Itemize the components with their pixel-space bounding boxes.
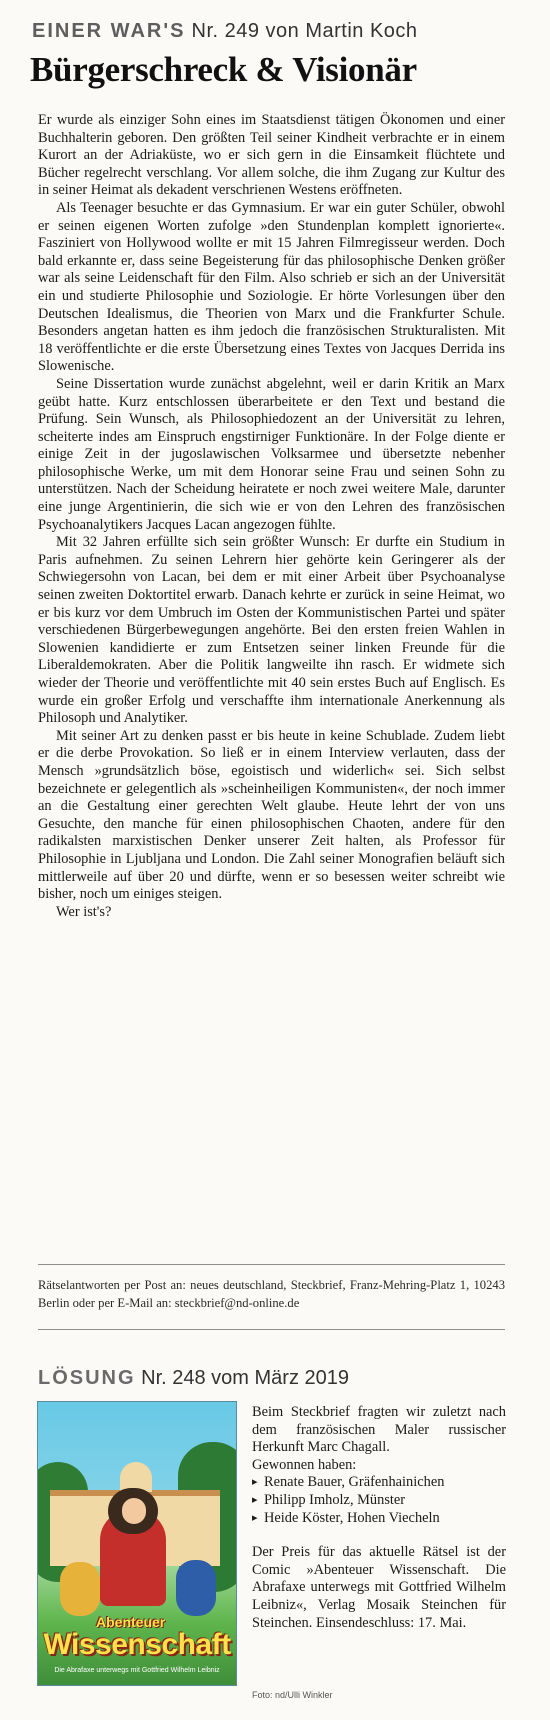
divider [38, 1329, 505, 1330]
paragraph: Er wurde als einziger Sohn eines im Staatsdienst tätigen Ökonomen und einer Buchhalterin geboren. Den größten Teil seiner Kindheit verbrachte er in einem Kurort an der Adriaküste, wo er sich gern in die Einsamkeit flüchtete und Bücher regelrecht verschlang. Vor allem solche, die ihm Zugang zur Kultur des in seiner Heimat als dekadent verschrienen Westens eröffneten. [38, 112, 505, 199]
cover-title-small: Abenteuer [96, 1614, 166, 1630]
bullet-icon: ▸ [252, 1493, 258, 1506]
solution-issue: Nr. 248 vom März 2019 [141, 1367, 349, 1389]
column-kicker [32, 20, 418, 43]
comic-cover-image [38, 1402, 236, 1685]
divider [38, 1264, 505, 1265]
winners-list [252, 1474, 506, 1527]
winner-name: Heide Köster, Hohen Viecheln [264, 1509, 440, 1526]
bullet-icon: ▸ [252, 1476, 258, 1489]
kicker-issue: Nr. 249 von Martin Koch [191, 20, 418, 42]
closing-question: Wer ist's? [56, 903, 112, 920]
winner-name: Renate Bauer, Gräfenhainichen [264, 1474, 445, 1491]
article-headline: Bürgerschreck & Visionär [30, 50, 417, 89]
solution-intro: Beim Steckbrief fragten wir zuletzt nach dem französischen Maler russischer Herkunft Marc Chagall. [252, 1404, 506, 1456]
face-shape [122, 1498, 146, 1524]
article-body [38, 112, 505, 921]
list-item [252, 1492, 506, 1510]
cover-title-big: Wissenschaft [43, 1628, 231, 1661]
kicker-label: EINER WAR'S [32, 20, 186, 42]
solution-kicker [38, 1367, 349, 1390]
list-item [252, 1510, 506, 1528]
bullet-icon: ▸ [252, 1511, 258, 1524]
paragraph: Seine Dissertation wurde zunächst abgelehnt, weil er darin Kritik an Marx geübt hatte. Kurz entschlossen überarbeitete er den Text und bestand die Prüfung. Sein Wunsch, als Philosophiedozent an der Universität zu lehren, scheiterte indes am Einspruch engstirniger Funktionäre. In der Folge diente er einige Zeit in der jugoslawischen Volksarmee und übersetzte nebenher philosophische Werke, um mit dem Honorar seine Frau und seinen Sohn zu unterstützen. Nach der Scheidung heiratete er noch zwei weitere Male, darunter eine junge Argentinierin, die sich wie er von den Lehren des französischen Psychoanalytikers Jacques Lacan angezogen fühlte. [38, 375, 505, 533]
contact-text: Rätselantworten per Post an: neues deutschland, Steckbrief, Franz-Mehring-Platz 1, 10243 Berlin oder per E-Mail an: steckbrief@nd-online.de [38, 1278, 505, 1310]
paragraph: Als Teenager besuchte er das Gymnasium. Er war ein guter Schüler, obwohl er seinen eigenen Worten zufolge »den Stundenplan komplett ignorierte«. Fasziniert von Hollywood wollte er mit 15 Jahren Filmregisseur werden. Doch bald erkannte er, dass seine Begeisterung für das philosophische Denken größer war als seine Leidenschaft für den Film. Also schrieb er sich an der Universität ein und studierte Philosophie und Soziologie. Er hörte Vorlesungen über den Deutschen Idealismus, die Theorien von Marx und die Frankfurter Schule. Besonders angetan hatten es ihm jedoch die französischen Strukturalisten. Mit 18 veröffentlichte er die erste Übersetzung eines Textes von Jacques Derrida ins Slowenische. [38, 199, 505, 375]
paragraph: Mit 32 Jahren erfüllte sich sein größter Wunsch: Er durfte ein Studium in Paris aufnehmen. Zu seinen Lehrern hier gehörte kein Geringerer als der Schwiegersohn von Lacan, bei dem er mit einer Arbeit über Psychoanalyse seinen zweiten Doktortitel erwarb. Danach kehrte er zurück in seine Heimat, wo er bis kurz vor dem Umbruch im Osten der Kommunistischen Partei und später verschiedenen Bürgerbewegungen angehörte. Bei den ersten freien Wahlen in Slowenien kandidierte er zum Entsetzen seiner linken Freunde für die Liberaldemokraten. Aber die Politik langweilte ihn rasch. Er widmete sich wieder der Theorie und veröffentlichte mit 40 sein erstes Buch auf Englisch. Es wurde ein großer Erfolg und verschaffte ihm internationale Anerkennung als Philosoph und Analytiker. [38, 534, 505, 727]
winner-name: Philipp Imholz, Münster [264, 1491, 406, 1508]
solution-label: LÖSUNG [38, 1367, 136, 1389]
winners-heading: Gewonnen haben: [252, 1456, 357, 1473]
character-shape [176, 1560, 216, 1616]
photo-credit: Foto: nd/Ulli Winkler [252, 1690, 333, 1700]
character-shape [60, 1562, 100, 1616]
contact-info [38, 1276, 505, 1312]
list-item [252, 1474, 506, 1492]
prize-text: Der Preis für das aktuelle Rätsel ist der Comic »Abenteuer Wissenschaft. Die Abrafaxe unterwegs mit Gottfried Wilhelm Leibniz«, Verlag Mosaik Steinchen für Steinchen. Einsendeschluss: 17. Mai. [252, 1544, 506, 1631]
cover-subtitle: Die Abrafaxe unterwegs mit Gottfried Wilhelm Leibniz [54, 1667, 220, 1674]
solution-text [252, 1404, 506, 1632]
paragraph: Mit seiner Art zu denken passt er bis heute in keine Schublade. Zudem liebt er die derbe Provokation. So ließ er in einem Interview verlauten, dass der Mensch »grundsätzlich böse, egoistisch und widerlich« sei. Sich selbst bezeichnete er gelegentlich als »scheinheiligen Kommunisten«, der noch immer an die Gestaltung einer gerechten Welt glaube. Heute lehrt der von uns Gesuchte, den manche für einen philosophischen Chaoten, andere für den radikalsten marxistischen Denker unserer Zeit halten, als Professor für Philosophie in Ljubljana und London. Die Zahl seiner Monografien beläuft sich mittlerweile auf über 20 und dürfte, wenn er so besessen weiter schreibt wie bisher, noch um einiges steigen. [38, 727, 505, 903]
